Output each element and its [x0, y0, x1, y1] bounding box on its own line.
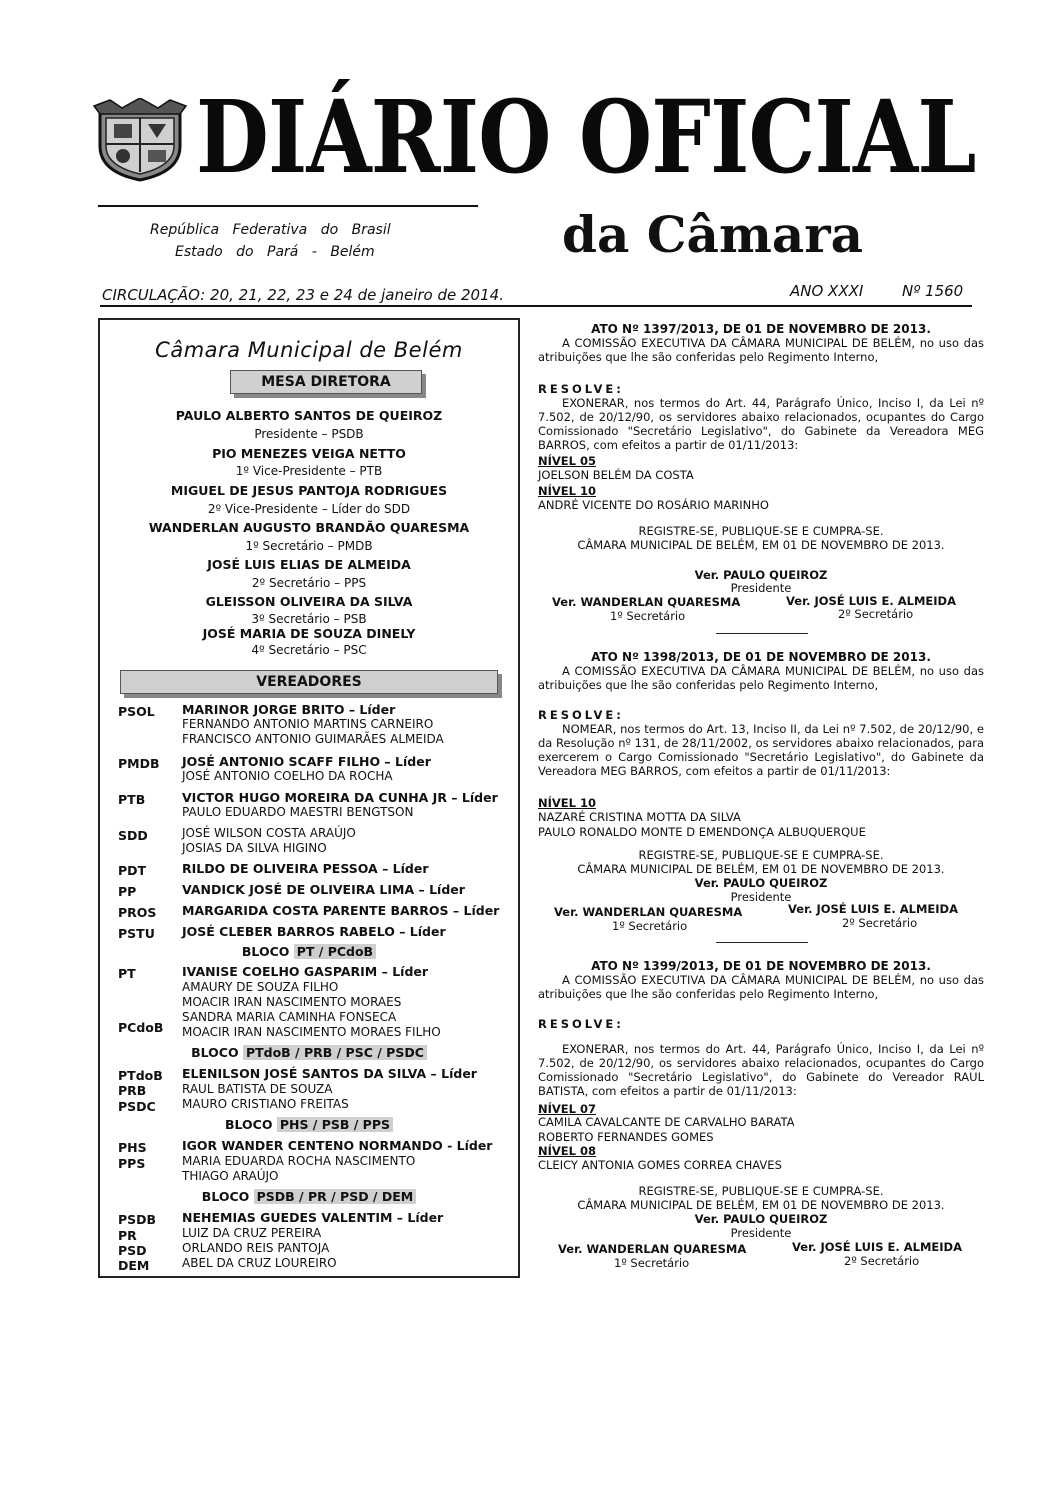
bloco-label: BLOCO	[224, 1117, 273, 1132]
signature-president: Ver. PAULO QUEIROZ	[694, 876, 828, 890]
servant-name: ANDRÉ VICENTE DO ROSÁRIO MARINHO	[538, 498, 769, 512]
bloco-header	[100, 944, 518, 959]
first-secretary-role: 1º Secretário	[610, 609, 686, 623]
signature-second-secretary: Ver. JOSÉ LUIS E. ALMEIDA	[792, 1240, 962, 1254]
mesa-member-role: 3º Secretário – PSB	[251, 612, 367, 626]
party-label: PSDB	[118, 1212, 157, 1227]
party-label: PT	[118, 966, 136, 981]
circulation-dates: CIRCULAÇÃO: 20, 21, 22, 23 e 24 de janeiro de 2014.	[102, 286, 504, 304]
party-label: PRB	[118, 1083, 147, 1098]
party-label: PMDB	[118, 756, 160, 771]
bloco-parties: PT / PCdoB	[294, 944, 376, 959]
mesa-member-name: GLEISSON OLIVEIRA DA SILVA	[205, 594, 413, 609]
councilor-name: PAULO EDUARDO MAESTRI BENGTSON	[182, 805, 414, 819]
level-heading: NÍVEL 07	[538, 1102, 596, 1116]
act-registre: REGISTRE-SE, PUBLIQUE-SE E CUMPRA-SE.	[638, 848, 884, 862]
bloco-header	[100, 1045, 518, 1060]
councilor-name: AMAURY DE SOUZA FILHO	[182, 980, 339, 994]
act-separator	[716, 942, 808, 943]
act-separator	[716, 633, 808, 634]
first-secretary-role: 1º Secretário	[614, 1256, 690, 1270]
servant-name: JOELSON BELÉM DA COSTA	[538, 468, 694, 482]
bloco-parties: PTdoB / PRB / PSC / PSDC	[243, 1045, 427, 1060]
councilor-name: THIAGO ARAÚJO	[182, 1169, 279, 1183]
signature-first-secretary: Ver. WANDERLAN QUARESMA	[554, 905, 743, 919]
councilor-name: JOSÉ CLEBER BARROS RABELO – Líder	[182, 924, 446, 939]
council-title: Câmara Municipal de Belém	[155, 338, 463, 362]
councilor-name: JOSÉ ANTONIO COELHO DA ROCHA	[182, 769, 393, 783]
act-place-date: CÂMARA MUNICIPAL DE BELÉM, EM 01 DE NOVEMBRO DE 2013.	[577, 862, 945, 876]
circulation-rule	[100, 305, 972, 307]
mesa-member-role: Presidente – PSDB	[254, 427, 364, 441]
councilor-name: NEHEMIAS GUEDES VALENTIM – Líder	[182, 1210, 444, 1225]
party-label: PR	[118, 1228, 137, 1243]
party-label: PCdoB	[118, 1020, 164, 1035]
newspaper-subtitle: da Câmara	[562, 205, 864, 264]
councilor-name: ELENILSON JOSÉ SANTOS DA SILVA – Líder	[182, 1066, 477, 1081]
coat-of-arms-icon	[92, 98, 188, 182]
level-heading: NÍVEL 08	[538, 1144, 596, 1158]
bloco-header	[100, 1189, 518, 1204]
act-body: NOMEAR, nos termos do Art. 13, Inciso II, da Lei nº 7.502, de 20/12/90, e da Resolução nº 131, de 28/11/2002, os servidores abaixo relacionados, para exercerem o Cargo Comissionado "Secretário Legislativo", do Gabinete da Vereadora MEG BARROS, com efeitos a partir de 01/11/2013:	[538, 722, 984, 778]
act-title: ATO Nº 1397/2013, DE 01 DE NOVEMBRO DE 2013.	[591, 322, 931, 336]
councilor-name: FERNANDO ANTONIO MARTINS CARNEIRO	[182, 717, 434, 731]
republic-label: República Federativa do Brasil	[150, 222, 391, 238]
signature-president: Ver. PAULO QUEIROZ	[694, 568, 828, 582]
signature-president-role: Presidente	[730, 1226, 792, 1240]
mesa-member-name: PAULO ALBERTO SANTOS DE QUEIROZ	[175, 408, 443, 423]
bloco-parties: PHS / PSB / PPS	[277, 1117, 393, 1132]
councilor-name: MOACIR IRAN NASCIMENTO MORAES FILHO	[182, 1025, 441, 1039]
vereadores-banner: VEREADORES	[120, 670, 498, 694]
level-heading: NÍVEL 10	[538, 484, 596, 498]
act-place-date: CÂMARA MUNICIPAL DE BELÉM, EM 01 DE NOVEMBRO DE 2013.	[577, 538, 945, 552]
councilor-name: FRANCISCO ANTONIO GUIMARÃES ALMEIDA	[182, 732, 444, 746]
signature-first-secretary: Ver. WANDERLAN QUARESMA	[558, 1242, 747, 1256]
mesa-member-role: 1º Vice-Presidente – PTB	[235, 464, 383, 478]
party-label: PTB	[118, 792, 146, 807]
edition-number: Nº 1560	[902, 282, 964, 300]
councilor-name: IGOR WANDER CENTENO NORMANDO - Líder	[182, 1138, 493, 1153]
bloco-parties: PSDB / PR / PSD / DEM	[254, 1189, 417, 1204]
councilor-name: RAUL BATISTA DE SOUZA	[182, 1082, 333, 1096]
councilor-name: VICTOR HUGO MOREIRA DA CUNHA JR – Líder	[182, 790, 498, 805]
act-resolve: RESOLVE:	[538, 382, 624, 396]
first-secretary-role: 1º Secretário	[612, 919, 688, 933]
mesa-member-name: WANDERLAN AUGUSTO BRANDÃO QUARESMA	[148, 520, 470, 535]
mesa-member-name: JOSÉ LUIS ELIAS DE ALMEIDA	[207, 557, 411, 572]
act-intro: A COMISSÃO EXECUTIVA DA CÂMARA MUNICIPAL DE BELÉM, no uso das atribuições que lhe são conferidas pelo Regimento Interno,	[538, 973, 984, 1001]
mesa-member-name: MIGUEL DE JESUS PANTOJA RODRIGUES	[170, 483, 448, 498]
councilor-name: MARIA EDUARDA ROCHA NASCIMENTO	[182, 1154, 416, 1168]
mesa-member-role: 4º Secretário – PSC	[251, 643, 367, 657]
councilor-name: VANDICK JOSÉ DE OLIVEIRA LIMA – Líder	[182, 882, 465, 897]
party-label: SDD	[118, 828, 148, 843]
signature-president: Ver. PAULO QUEIROZ	[694, 1212, 828, 1226]
bloco-header	[100, 1117, 518, 1132]
councilor-name: JOSÉ WILSON COSTA ARAÚJO	[182, 826, 356, 840]
councilor-name: JOSIAS DA SILVA HIGINO	[182, 841, 327, 855]
council-directory-box	[98, 318, 520, 1278]
party-label: PTdoB	[118, 1068, 163, 1083]
act-resolve: RESOLVE:	[538, 708, 624, 722]
acts-column	[538, 318, 984, 1278]
mesa-member-name: PIO MENEZES VEIGA NETTO	[212, 446, 406, 461]
servant-name: NAZARÉ CRISTINA MOTTA DA SILVA	[538, 810, 741, 824]
second-secretary-role: 2º Secretário	[842, 916, 918, 930]
councilor-name: RILDO DE OLIVEIRA PESSOA – Líder	[182, 861, 429, 876]
councilor-name: ORLANDO REIS PANTOJA	[182, 1241, 330, 1255]
councilor-name: JOSÉ ANTONIO SCAFF FILHO – Líder	[182, 754, 431, 769]
edition-year: ANO XXXI	[790, 282, 864, 300]
servant-name: CLEICY ANTONIA GOMES CORREA CHAVES	[538, 1158, 782, 1172]
level-heading: NÍVEL 10	[538, 796, 596, 810]
act-place-date: CÂMARA MUNICIPAL DE BELÉM, EM 01 DE NOVEMBRO DE 2013.	[577, 1198, 945, 1212]
councilor-name: MARGARIDA COSTA PARENTE BARROS – Líder	[182, 903, 500, 918]
councilor-name: MAURO CRISTIANO FREITAS	[182, 1097, 349, 1111]
party-label: PDT	[118, 863, 147, 878]
second-secretary-role: 2º Secretário	[844, 1254, 920, 1268]
state-label: Estado do Pará - Belém	[175, 244, 375, 260]
signature-second-secretary: Ver. JOSÉ LUIS E. ALMEIDA	[788, 902, 958, 916]
bloco-label: BLOCO	[201, 1189, 250, 1204]
signature-president-role: Presidente	[730, 581, 792, 595]
bloco-label: BLOCO	[241, 944, 290, 959]
councilor-name: MOACIR IRAN NASCIMENTO MORAES	[182, 995, 402, 1009]
act-registre: REGISTRE-SE, PUBLIQUE-SE E CUMPRA-SE.	[638, 1184, 884, 1198]
act-title: ATO Nº 1398/2013, DE 01 DE NOVEMBRO DE 2013.	[591, 650, 931, 664]
act-intro: A COMISSÃO EXECUTIVA DA CÂMARA MUNICIPAL DE BELÉM, no uso das atribuições que lhe são conferidas pelo Regimento Interno,	[538, 336, 984, 364]
mesa-diretora-banner: MESA DIRETORA	[230, 370, 422, 394]
bloco-label: BLOCO	[191, 1045, 239, 1060]
servant-name: PAULO RONALDO MONTE D EMENDONÇA ALBUQUERQUE	[538, 825, 866, 839]
signature-second-secretary: Ver. JOSÉ LUIS E. ALMEIDA	[786, 594, 956, 608]
servant-name: CAMILA CAVALCANTE DE CARVALHO BARATA	[538, 1115, 795, 1129]
party-label: PPS	[118, 1156, 146, 1171]
signature-first-secretary: Ver. WANDERLAN QUARESMA	[552, 595, 741, 609]
level-heading: NÍVEL 05	[538, 454, 596, 468]
councilor-name: SANDRA MARIA CAMINHA FONSECA	[182, 1010, 397, 1024]
party-label: PSD	[118, 1243, 147, 1258]
act-body: EXONERAR, nos termos do Art. 44, Parágrafo Único, Inciso I, da Lei nº 7.502, de 20/12/90, os servidores abaixo relacionados, ocupantes do Cargo Comissionado "Secretário Legislativo", do Gabinete da Vereadora MEG BARROS, com efeitos a partir de 01/11/2013:	[538, 396, 984, 452]
party-label: DEM	[118, 1258, 150, 1273]
signature-president-role: Presidente	[730, 890, 792, 904]
mesa-member-role: 1º Secretário – PMDB	[245, 539, 373, 553]
councilor-name: LUIZ DA CRUZ PEREIRA	[182, 1226, 322, 1240]
party-label: PHS	[118, 1140, 147, 1155]
councilor-name: IVANISE COELHO GASPARIM – Líder	[182, 964, 429, 979]
act-intro: A COMISSÃO EXECUTIVA DA CÂMARA MUNICIPAL DE BELÉM, no uso das atribuições que lhe são conferidas pelo Regimento Interno,	[538, 664, 984, 692]
party-label: PSDC	[118, 1099, 156, 1114]
mesa-member-name: JOSÉ MARIA DE SOUZA DINELY	[202, 626, 416, 641]
party-label: PP	[118, 884, 137, 899]
masthead-rule	[98, 205, 478, 207]
councilor-name: MARINOR JORGE BRITO – Líder	[182, 702, 396, 717]
act-body: EXONERAR, nos termos do Art. 44, Parágrafo Único, Inciso I, da Lei nº 7.502, de 20/12/90, os servidores abaixo relacionados, ocupantes do Cargo Comissionado "Secretário Legislativo", do Gabinete do Vereador RAUL BATISTA, com efeitos a partir de 01/11/2013:	[538, 1042, 984, 1098]
party-label: PROS	[118, 905, 157, 920]
councilor-name: ABEL DA CRUZ LOUREIRO	[182, 1256, 337, 1270]
newspaper-title: DIÁRIO OFICIAL	[196, 78, 976, 196]
party-label: PSTU	[118, 926, 155, 941]
second-secretary-role: 2º Secretário	[838, 607, 914, 621]
mesa-member-role: 2º Vice-Presidente – Líder do SDD	[207, 502, 411, 516]
act-resolve: RESOLVE:	[538, 1017, 624, 1031]
servant-name: ROBERTO FERNANDES GOMES	[538, 1130, 714, 1144]
act-registre: REGISTRE-SE, PUBLIQUE-SE E CUMPRA-SE.	[638, 524, 884, 538]
act-title: ATO Nº 1399/2013, DE 01 DE NOVEMBRO DE 2013.	[591, 959, 931, 973]
mesa-member-role: 2º Secretário – PPS	[251, 576, 367, 590]
party-label: PSOL	[118, 704, 155, 719]
